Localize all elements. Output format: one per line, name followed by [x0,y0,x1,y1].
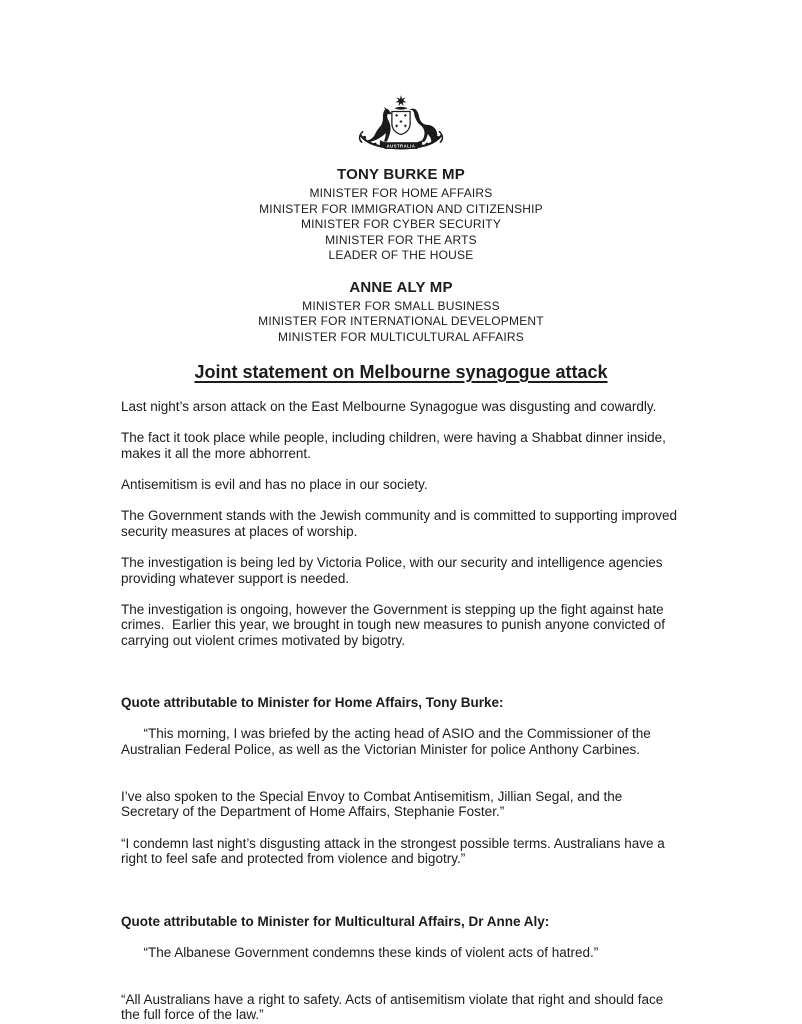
minister-name-tony-burke: TONY BURKE MP [337,166,465,183]
commonwealth-star [395,95,406,106]
quote-block-anne-aly [121,882,681,976]
quote-block-tony-burke [121,664,681,773]
minister-title: MINISTER FOR INTERNATIONAL DEVELOPMENT [258,314,544,328]
minister-title: MINISTER FOR IMMIGRATION AND CITIZENSHIP [259,201,543,216]
paragraph: Antisemitism is evil and has no place in our society. [121,476,428,492]
emu-silhouette [409,109,437,142]
australian-coat-of-arms-icon [353,93,449,153]
quote-text: “This morning, I was briefed by the acting head of ASIO and the Commissioner of the Australian Federal Police, as well as the Victorian Minister for police Anthony Carbines. [121,726,654,758]
paragraph: “All Australians have a right to safety. Acts of antisemitism violate that right and should face the full force of the law.” [121,991,668,1023]
paragraph: The investigation is being led by Victoria Police, with our security and intelligence agencies providing whatever support is needed. [121,554,667,586]
minister-title: LEADER OF THE HOUSE [328,248,474,262]
crest-wreath [394,107,407,110]
quote-text: “The Albanese Government condemns these kinds of violent acts of hatred.” [143,944,599,960]
paragraph: The investigation is ongoing, however the Government is stepping up the fight against hate crimes. Earlier this year, we brought in tough new measures to punish anyone convicted of carrying out violent crimes motivated by bigotry. [121,601,669,648]
paragraph: I’ve also spoken to the Special Envoy to Combat Antisemitism, Jillian Segal, and the Secretary of the Department of Home Affairs, Stephanie Foster.” [121,788,627,820]
statement-title: Joint statement on Melbourne synagogue attack [194,362,608,382]
minister-title: MINISTER FOR MULTICULTURAL AFFAIRS [278,329,524,344]
quote-attribution-aly: Quote attributable to Minister for Multicultural Affairs, Dr Anne Aly: [121,913,550,929]
minister-title: MINISTER FOR HOME AFFAIRS [309,186,493,200]
kangaroo-silhouette [365,109,391,142]
paragraph: “I condemn last night’s disgusting attack in the strongest possible terms. Australians have a right to feel safe and protected from violence and bigotry.” [121,835,669,867]
minister-title: MINISTER FOR THE ARTS [325,232,477,247]
letterhead [121,93,681,345]
emblem-scroll-text: AUSTRALIA [386,143,416,149]
minister-title: MINISTER FOR CYBER SECURITY [300,217,502,231]
paragraph: The fact it took place while people, including children, were having a Shabbat dinner inside, makes it all the more abhorrent. [121,430,670,461]
paragraph: The Government stands with the Jewish community and is committed to supporting improved security measures at places of worship. [121,508,681,539]
minister-title: MINISTER FOR SMALL BUSINESS [302,298,500,313]
document-page [121,0,681,1023]
quote-attribution-burke: Quote attributable to Minister for Home Affairs, Tony Burke: [121,695,504,711]
statement-body [121,399,681,1023]
paragraph: Last night’s arson attack on the East Melbourne Synagogue was disgusting and cowardly. [121,399,657,414]
minister-name-anne-aly: ANNE ALY MP [349,278,453,296]
